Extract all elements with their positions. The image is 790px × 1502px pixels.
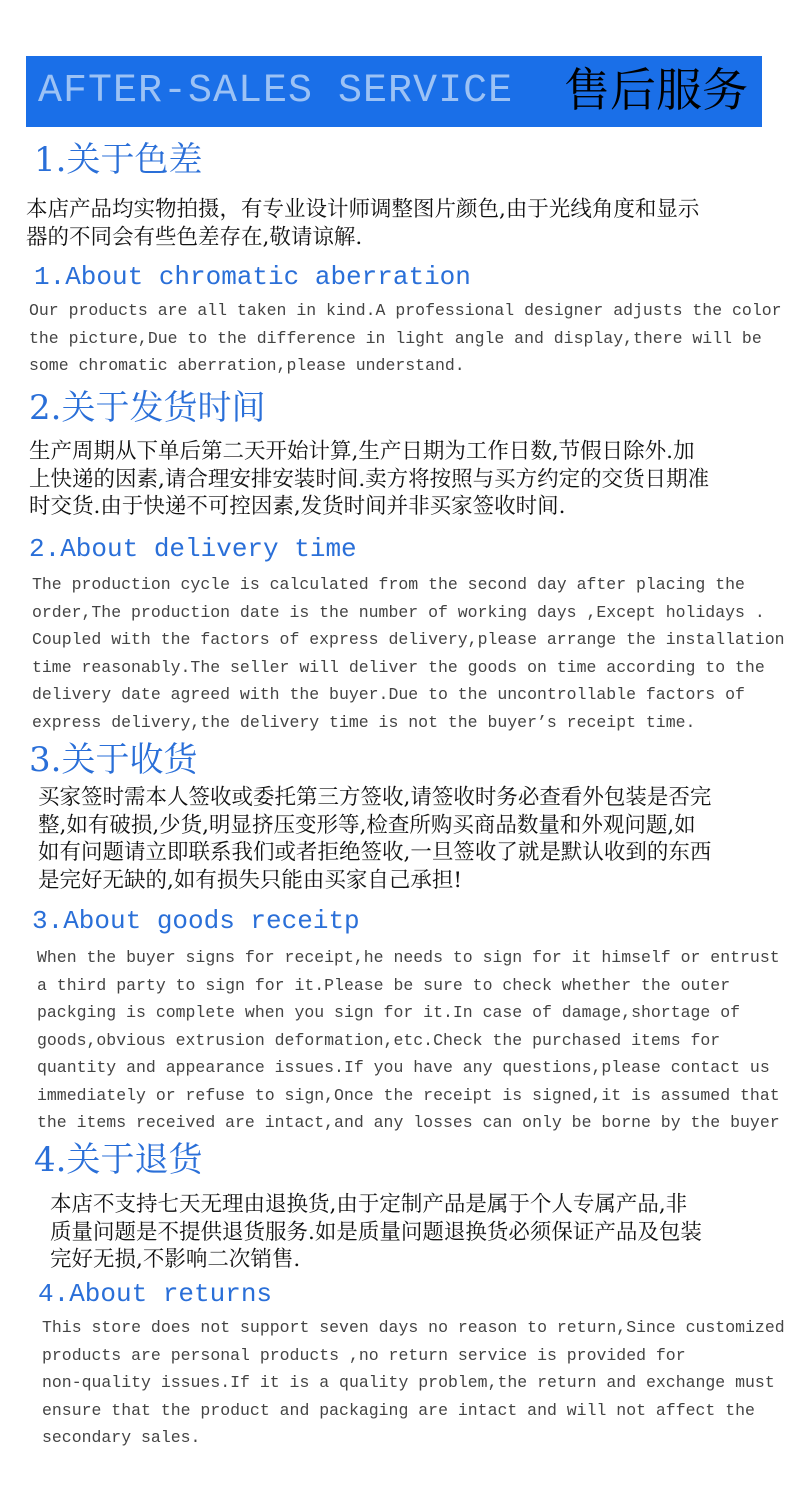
section-heading-cn: 3.关于收货 bbox=[29, 740, 198, 780]
section-body-en-line: goods,obvious extrusion deformation,etc.Check the purchased items for bbox=[37, 1030, 721, 1050]
section-body-en bbox=[42, 1314, 790, 1452]
section-heading-en: 2.About delivery time bbox=[29, 534, 357, 564]
after-sales-banner bbox=[26, 56, 762, 127]
section-body-en-line: a third party to sign for it.Please be sure to check whether the outer bbox=[37, 975, 731, 995]
section-body-cn-line: 上快递的因素,请合理安排安装时间.卖方将按照与买方约定的交货日期准 bbox=[29, 466, 710, 492]
section-body-en-line: products are personal products ,no return service is provided for bbox=[42, 1345, 686, 1365]
section-body-en-line: some chromatic aberration,please understand. bbox=[29, 356, 465, 375]
section-body-cn-line: 时交货.由于快递不可控因素,发货时间并非买家签收时间. bbox=[29, 494, 566, 519]
section-body-en bbox=[29, 297, 790, 380]
section-body-en-line: ensure that the product and packaging are intact and will not affect the bbox=[42, 1400, 755, 1420]
section-body-en-line: This store does not support seven days no reason to return,Since customized bbox=[42, 1318, 785, 1337]
section-body-en bbox=[37, 944, 790, 1137]
section-body-en-line: the items received are intact,and any losses can only be borne by the buyer bbox=[37, 1113, 780, 1132]
section-body-en-line: The production cycle is calculated from the second day after placing the bbox=[32, 575, 745, 594]
section-body-cn bbox=[50, 1191, 790, 1274]
section-heading-cn: 4.关于退货 bbox=[34, 1140, 203, 1180]
section-body-en-line: delivery date agreed with the buyer.Due to the uncontrollable factors of bbox=[32, 685, 745, 704]
section-body-en-line: immediately or refuse to sign,Once the receipt is signed,it is assumed that bbox=[37, 1085, 780, 1105]
section-heading-en: 4.About returns bbox=[38, 1279, 273, 1309]
section-body-en-line: quantity and appearance issues.If you have any questions,please contact us bbox=[37, 1058, 770, 1077]
section-body-cn bbox=[29, 438, 790, 521]
section-heading-cn: 2.关于发货时间 bbox=[29, 388, 266, 428]
section-body-en-line: time reasonably.The seller will deliver the goods on time according to the bbox=[32, 657, 765, 677]
section-body-cn-line: 器的不同会有些色差存在,敬请谅解. bbox=[26, 224, 363, 250]
section-body-cn-line: 买家签时需本人签收或委托第三方签收,请签收时务必查看外包装是否完 bbox=[38, 785, 712, 810]
banner-english-title: AFTER-SALES SERVICE bbox=[38, 69, 514, 114]
section-body-cn-line: 本店产品均实物拍摄，有专业设计师调整图片颜色,由于光线角度和显示 bbox=[26, 197, 700, 222]
section-body-cn-line: 是完好无缺的,如有损失只能由买家自己承担! bbox=[38, 867, 462, 893]
section-body-en-line: express delivery,the delivery time is not the buyer’s receipt time. bbox=[32, 712, 696, 732]
section-body-en-line: the picture,Due to the difference in light angle and display,there will be bbox=[29, 328, 762, 348]
section-body-en-line: When the buyer signs for receipt,he needs to sign for it himself or entrust bbox=[37, 948, 780, 967]
section-body-en-line: Our products are all taken in kind.A professional designer adjusts the color bbox=[29, 301, 782, 320]
section-heading-en: 1.About chromatic aberration bbox=[34, 262, 471, 292]
section-body-en-line: secondary sales. bbox=[42, 1428, 201, 1447]
section-body-cn-line: 质量问题是不提供退货服务.如是质量问题退换货必须保证产品及包装 bbox=[50, 1219, 702, 1245]
section-body-en-line: Coupled with the factors of express delivery,please arrange the installation bbox=[32, 630, 785, 649]
section-heading-cn: 1.关于色差 bbox=[34, 140, 203, 180]
section-body-en-line: non-quality issues.If it is a quality problem,the return and exchange must bbox=[42, 1373, 775, 1392]
section-body-cn-line: 整,如有破损,少货,明显挤压变形等,检查所购买商品数量和外观问题,如 bbox=[38, 812, 696, 838]
section-body-en-line: order,The production date is the number of working days ,Except holidays . bbox=[32, 602, 765, 622]
section-body-cn bbox=[26, 196, 790, 251]
section-body-en bbox=[32, 571, 790, 736]
section-heading-en: 3.About goods receitp bbox=[32, 906, 360, 936]
section-body-en-line: packging is complete when you sign for it.In case of damage,shortage of bbox=[37, 1003, 741, 1022]
section-body-cn-line: 本店不支持七天无理由退换货,由于定制产品是属于个人专属产品,非 bbox=[50, 1192, 688, 1217]
section-body-cn bbox=[38, 784, 790, 894]
section-body-cn-line: 完好无损,不影响二次销售. bbox=[50, 1247, 301, 1272]
section-body-cn-line: 生产周期从下单后第二天开始计算,生产日期为工作日数,节假日除外.加 bbox=[29, 439, 695, 464]
banner-chinese-title: 售后服务 bbox=[564, 63, 748, 117]
section-body-cn-line: 如有问题请立即联系我们或者拒绝签收,一旦签收了就是默认收到的东西 bbox=[38, 840, 712, 865]
